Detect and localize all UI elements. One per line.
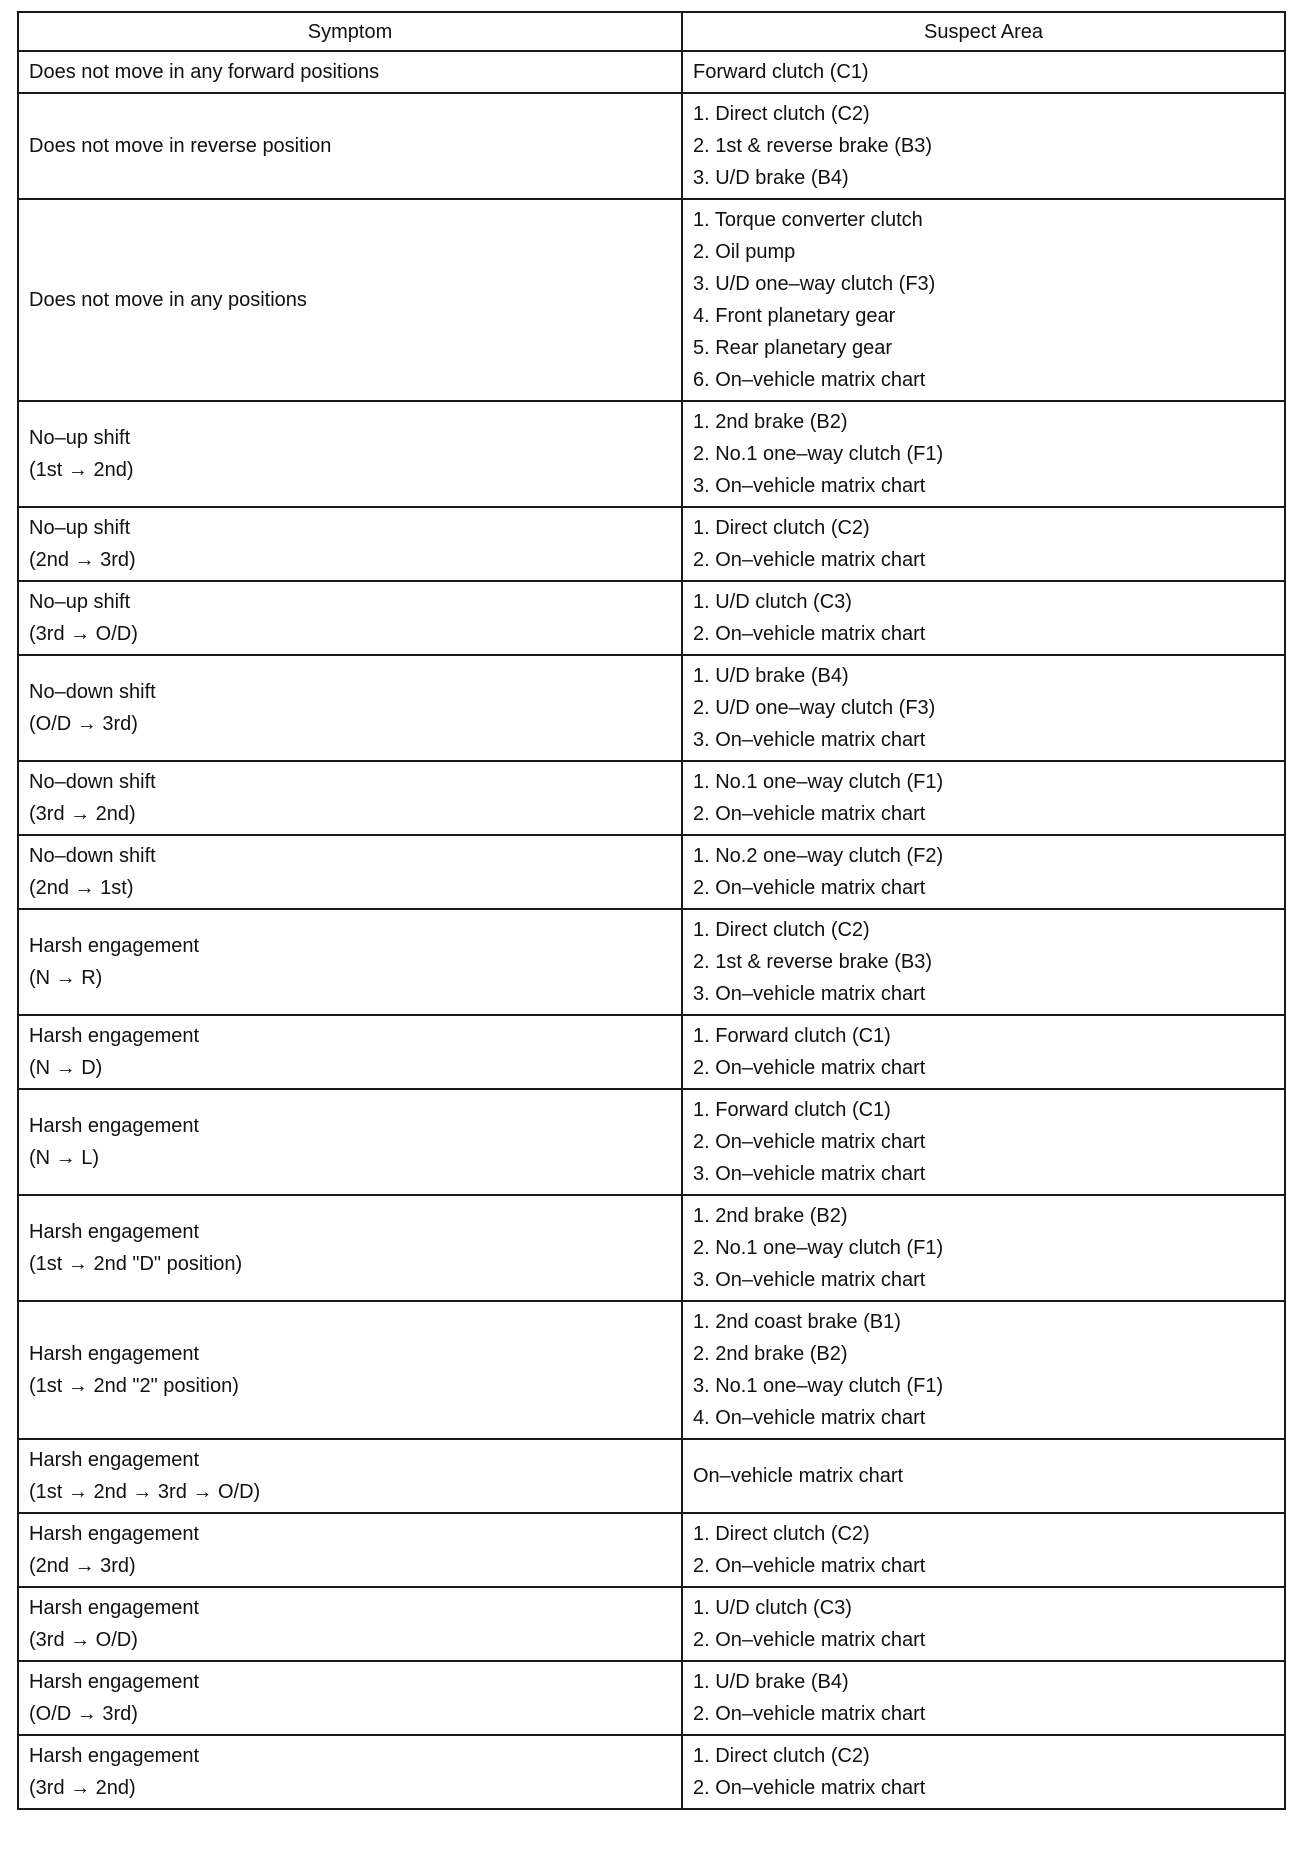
symptom-cell bbox=[18, 1015, 682, 1089]
symptom-text: No–up shift bbox=[29, 591, 131, 613]
table-row bbox=[18, 581, 1285, 655]
suspect-area-item: 1. 2nd brake (B2) bbox=[693, 1205, 848, 1227]
suspect-area-item: 2. On–vehicle matrix chart bbox=[693, 1703, 926, 1725]
suspect-area-cell bbox=[682, 1439, 1285, 1513]
suspect-area-cell bbox=[682, 507, 1285, 581]
symptom-text: (3rd → 2nd) bbox=[29, 1777, 136, 1799]
suspect-area-item: Forward clutch (C1) bbox=[693, 61, 869, 83]
suspect-area-item: 2. On–vehicle matrix chart bbox=[693, 1131, 926, 1153]
suspect-area-item: 4. On–vehicle matrix chart bbox=[693, 1407, 926, 1429]
symptom-cell bbox=[18, 1089, 682, 1195]
symptom-text: (2nd → 3rd) bbox=[29, 549, 136, 571]
symptom-text: (1st → 2nd "D" position) bbox=[29, 1253, 243, 1275]
table-row bbox=[18, 401, 1285, 507]
symptom-cell bbox=[18, 1661, 682, 1735]
symptom-text: (O/D → 3rd) bbox=[29, 713, 138, 735]
suspect-area-cell bbox=[682, 1587, 1285, 1661]
symptom-cell bbox=[18, 1195, 682, 1301]
symptom-text: (N → D) bbox=[29, 1057, 103, 1079]
symptom-text: Harsh engagement bbox=[29, 1343, 200, 1365]
suspect-area-item: 2. On–vehicle matrix chart bbox=[693, 1777, 926, 1799]
symptom-cell bbox=[18, 835, 682, 909]
suspect-area-item: On–vehicle matrix chart bbox=[693, 1465, 904, 1487]
symptom-cell bbox=[18, 401, 682, 507]
table-row bbox=[18, 51, 1285, 93]
suspect-area-item: 1. Forward clutch (C1) bbox=[693, 1099, 891, 1121]
symptom-cell bbox=[18, 51, 682, 93]
symptom-text: No–down shift bbox=[29, 771, 156, 793]
table-row bbox=[18, 761, 1285, 835]
symptom-text: No–down shift bbox=[29, 681, 156, 703]
symptom-cell bbox=[18, 1735, 682, 1809]
suspect-area-item: 1. No.1 one–way clutch (F1) bbox=[693, 771, 944, 793]
table-row bbox=[18, 507, 1285, 581]
table-body bbox=[18, 51, 1285, 1809]
symptom-text: Harsh engagement bbox=[29, 1221, 200, 1243]
suspect-area-item: 3. On–vehicle matrix chart bbox=[693, 475, 926, 497]
symptom-text: No–up shift bbox=[29, 427, 131, 449]
symptom-text: Harsh engagement bbox=[29, 1597, 200, 1619]
symptom-cell bbox=[18, 909, 682, 1015]
symptom-text: Does not move in any forward positions bbox=[29, 61, 380, 83]
symptom-text: (3rd → O/D) bbox=[29, 623, 138, 645]
symptom-text: (3rd → 2nd) bbox=[29, 803, 136, 825]
symptom-cell bbox=[18, 199, 682, 401]
symptom-text: Harsh engagement bbox=[29, 1745, 200, 1767]
suspect-area-item: 1. U/D clutch (C3) bbox=[693, 1597, 852, 1619]
suspect-area-item: 4. Front planetary gear bbox=[693, 305, 896, 327]
suspect-area-item: 2. No.1 one–way clutch (F1) bbox=[693, 1237, 944, 1259]
symptom-text: (2nd → 3rd) bbox=[29, 1555, 136, 1577]
symptom-text: (1st → 2nd → 3rd → O/D) bbox=[29, 1481, 261, 1503]
suspect-area-item: 3. On–vehicle matrix chart bbox=[693, 729, 926, 751]
table-row bbox=[18, 1661, 1285, 1735]
suspect-area-cell bbox=[682, 1301, 1285, 1439]
suspect-area-item: 2. On–vehicle matrix chart bbox=[693, 549, 926, 571]
symptom-text: (1st → 2nd "2" position) bbox=[29, 1375, 239, 1397]
suspect-area-item: 2. 2nd brake (B2) bbox=[693, 1343, 848, 1365]
suspect-area-cell bbox=[682, 1015, 1285, 1089]
suspect-area-item: 3. On–vehicle matrix chart bbox=[693, 1163, 926, 1185]
symptom-cell bbox=[18, 1587, 682, 1661]
table-row bbox=[18, 909, 1285, 1015]
symptom-cell bbox=[18, 507, 682, 581]
table-row bbox=[18, 655, 1285, 761]
symptom-text: Harsh engagement bbox=[29, 1671, 200, 1693]
suspect-area-cell bbox=[682, 761, 1285, 835]
suspect-area-item: 1. 2nd brake (B2) bbox=[693, 411, 848, 433]
symptom-text: No–down shift bbox=[29, 845, 156, 867]
suspect-area-cell bbox=[682, 1735, 1285, 1809]
symptom-cell bbox=[18, 1439, 682, 1513]
symptom-cell bbox=[18, 1513, 682, 1587]
symptom-cell bbox=[18, 581, 682, 655]
suspect-area-cell bbox=[682, 655, 1285, 761]
suspect-area-cell bbox=[682, 1089, 1285, 1195]
symptom-text: Does not move in any positions bbox=[29, 289, 307, 311]
table-row bbox=[18, 1513, 1285, 1587]
symptom-text: No–up shift bbox=[29, 517, 131, 539]
table-row bbox=[18, 199, 1285, 401]
suspect-area-item: 2. No.1 one–way clutch (F1) bbox=[693, 443, 944, 465]
suspect-area-cell bbox=[682, 1661, 1285, 1735]
suspect-area-item: 1. No.2 one–way clutch (F2) bbox=[693, 845, 944, 867]
symptom-text: (N → L) bbox=[29, 1147, 99, 1169]
suspect-area-item: 1. Direct clutch (C2) bbox=[693, 517, 870, 539]
table-row bbox=[18, 1587, 1285, 1661]
suspect-area-cell bbox=[682, 835, 1285, 909]
suspect-area-item: 1. Direct clutch (C2) bbox=[693, 103, 870, 125]
suspect-area-cell bbox=[682, 1195, 1285, 1301]
header-row bbox=[18, 12, 1285, 51]
symptom-text: (N → R) bbox=[29, 967, 103, 989]
suspect-area-item: 1. Direct clutch (C2) bbox=[693, 1523, 870, 1545]
suspect-area-item: 2. On–vehicle matrix chart bbox=[693, 1555, 926, 1577]
suspect-area-item: 2. Oil pump bbox=[693, 241, 796, 263]
symptom-cell bbox=[18, 655, 682, 761]
header-symptom: Symptom bbox=[18, 12, 682, 51]
suspect-area-item: 2. On–vehicle matrix chart bbox=[693, 623, 926, 645]
suspect-area-item: 2. On–vehicle matrix chart bbox=[693, 1057, 926, 1079]
suspect-area-cell bbox=[682, 51, 1285, 93]
suspect-area-item: 2. On–vehicle matrix chart bbox=[693, 803, 926, 825]
table-row bbox=[18, 1015, 1285, 1089]
suspect-area-item: 1. 2nd coast brake (B1) bbox=[693, 1311, 901, 1333]
suspect-area-item: 1. Direct clutch (C2) bbox=[693, 1745, 870, 1767]
suspect-area-cell bbox=[682, 581, 1285, 655]
symptom-text: Harsh engagement bbox=[29, 1449, 200, 1471]
symptom-text: Does not move in reverse position bbox=[29, 135, 332, 157]
suspect-area-item: 2. 1st & reverse brake (B3) bbox=[693, 951, 932, 973]
table-row bbox=[18, 1195, 1285, 1301]
suspect-area-cell bbox=[682, 93, 1285, 199]
suspect-area-item: 3. No.1 one–way clutch (F1) bbox=[693, 1375, 944, 1397]
suspect-area-item: 1. Forward clutch (C1) bbox=[693, 1025, 891, 1047]
header-suspect-area: Suspect Area bbox=[682, 12, 1285, 51]
suspect-area-item: 2. U/D one–way clutch (F3) bbox=[693, 697, 936, 719]
suspect-area-item: 1. U/D brake (B4) bbox=[693, 665, 849, 687]
suspect-area-cell bbox=[682, 401, 1285, 507]
suspect-area-item: 3. U/D one–way clutch (F3) bbox=[693, 273, 936, 295]
suspect-area-item: 3. On–vehicle matrix chart bbox=[693, 983, 926, 1005]
troubleshooting-table bbox=[17, 11, 1286, 1810]
suspect-area-cell bbox=[682, 1513, 1285, 1587]
suspect-area-item: 3. U/D brake (B4) bbox=[693, 167, 849, 189]
suspect-area-item: 1. U/D brake (B4) bbox=[693, 1671, 849, 1693]
table-row bbox=[18, 1089, 1285, 1195]
suspect-area-item: 6. On–vehicle matrix chart bbox=[693, 369, 926, 391]
suspect-area-item: 2. 1st & reverse brake (B3) bbox=[693, 135, 932, 157]
symptom-text: Harsh engagement bbox=[29, 1025, 200, 1047]
symptom-text: (2nd → 1st) bbox=[29, 877, 134, 899]
suspect-area-item: 2. On–vehicle matrix chart bbox=[693, 877, 926, 899]
table-row bbox=[18, 1735, 1285, 1809]
table-row bbox=[18, 1439, 1285, 1513]
symptom-text: (1st → 2nd) bbox=[29, 459, 134, 481]
symptom-cell bbox=[18, 1301, 682, 1439]
table-row bbox=[18, 835, 1285, 909]
table-row bbox=[18, 93, 1285, 199]
suspect-area-item: 1. Direct clutch (C2) bbox=[693, 919, 870, 941]
suspect-area-cell bbox=[682, 909, 1285, 1015]
symptom-text: (3rd → O/D) bbox=[29, 1629, 138, 1651]
suspect-area-item: 5. Rear planetary gear bbox=[693, 337, 893, 359]
symptom-text: Harsh engagement bbox=[29, 935, 200, 957]
suspect-area-item: 1. Torque converter clutch bbox=[693, 209, 923, 231]
symptom-cell bbox=[18, 93, 682, 199]
suspect-area-cell bbox=[682, 199, 1285, 401]
symptom-text: Harsh engagement bbox=[29, 1115, 200, 1137]
table-row bbox=[18, 1301, 1285, 1439]
symptom-text: (O/D → 3rd) bbox=[29, 1703, 138, 1725]
symptom-cell bbox=[18, 761, 682, 835]
suspect-area-item: 1. U/D clutch (C3) bbox=[693, 591, 852, 613]
suspect-area-item: 2. On–vehicle matrix chart bbox=[693, 1629, 926, 1651]
suspect-area-item: 3. On–vehicle matrix chart bbox=[693, 1269, 926, 1291]
symptom-text: Harsh engagement bbox=[29, 1523, 200, 1545]
